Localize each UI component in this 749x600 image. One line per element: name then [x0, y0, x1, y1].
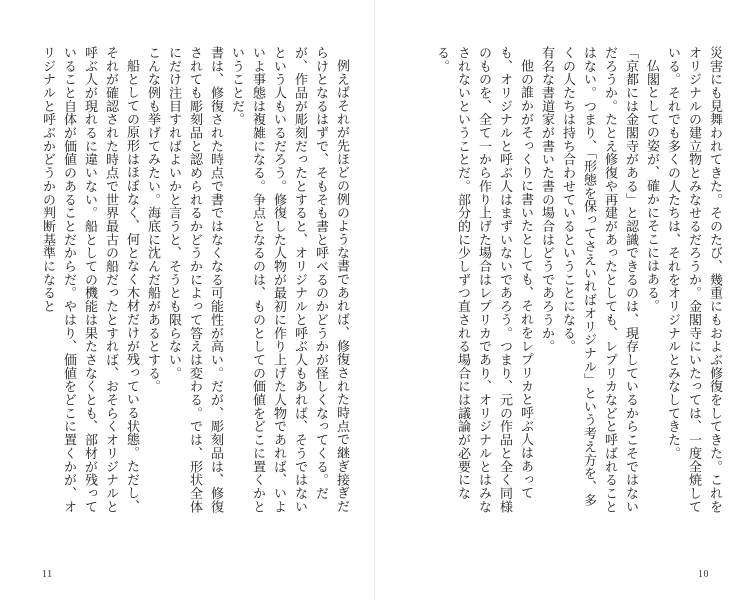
- left-page: [0, 0, 374, 600]
- page-number-left: 11: [42, 569, 53, 580]
- right-paragraph-5: 他の誰かがそっくりに書いたとしても、それをレプリカと呼ぶ人はあっても、オリジナルと呼ぶ人はまずいないであろう。つまり、元の作品と全く同様のものを、全て一から作り上げた場合はレプリカであり、オリジナルとはみなされないということだ。部分的に少しずつ直される場合には議論が必要になる。: [434, 46, 533, 514]
- right-paragraph-2: 仏閣としての姿が、確かにそこにはある。: [644, 59, 659, 313]
- right-paragraph-4: 有名な書道家が書いた書の場合はどうであろうか。: [539, 46, 554, 354]
- right-paragraph-1: 災害にも見舞われてきた。そのたび、幾重にもおよぶ修復をしてきた。これをオリジナルの建立物とみなせるだろうか。金閣寺にいたっては、一度全焼している。それでも多くの人たちは、それをオリジナルとみなしてきた。: [665, 46, 722, 514]
- right-page: [375, 0, 749, 600]
- right-paragraph-3: 「京都には金閣寺がある」と認識できるのは、現存しているからこそではないだろうか。たとえ修復や再建があったとしても、レプリカなどと呼ばれることはない。つまり、「形態を保ってさえいればオリジナル」という考え方を、多くの人たちは持ち合わせているということになる。: [560, 46, 638, 514]
- left-page-text-column: [26, 46, 352, 516]
- left-paragraph-1: 例えばそれが先ほどの例のような書であれば、修復された時点で継ぎ接ぎだらけとなるはずで、そもそも書と呼べるのかどうかが怪しくなってくる。だが、作品が彫刻だったとすると、オリジナルと呼ぶ人もあれば、そうではないという人もいるだろう。修復した人物が最初に作り上げた人物であれば、いよいよ事態は複雑になる。争点となるのは、ものとしての価値をどこに置くかということだ。: [229, 46, 349, 514]
- left-paragraph-3: こんな例も挙げてみたい。海底に沈んだ船があるとする。: [145, 46, 160, 394]
- right-page-text-column: [397, 46, 725, 516]
- left-paragraph-4: 船としての原形はほぼなく、何となく木材だけが残っている状態。ただし、それが確認された時点で世界最古の船だったとすれば、おそらくオリジナルと呼ぶ人が現れるに違いない。船としての機能は果たさなくとも、部材が残っていること自体が価値のあることだからだ。やはり、価値をどこに置くかが、オリジナルと呼ぶかどうかの判断基準になると: [40, 46, 139, 514]
- left-paragraph-2: 書は、修復された時点で書ではなくなる可能性が高い。だが、彫刻品は、修復されても彫刻品と認められるかどうかによって答えは変わる。では、形状全体にだけ注目すればよいかと言うと、そうとも限らない。: [166, 46, 223, 514]
- page-number-right: 10: [698, 569, 709, 580]
